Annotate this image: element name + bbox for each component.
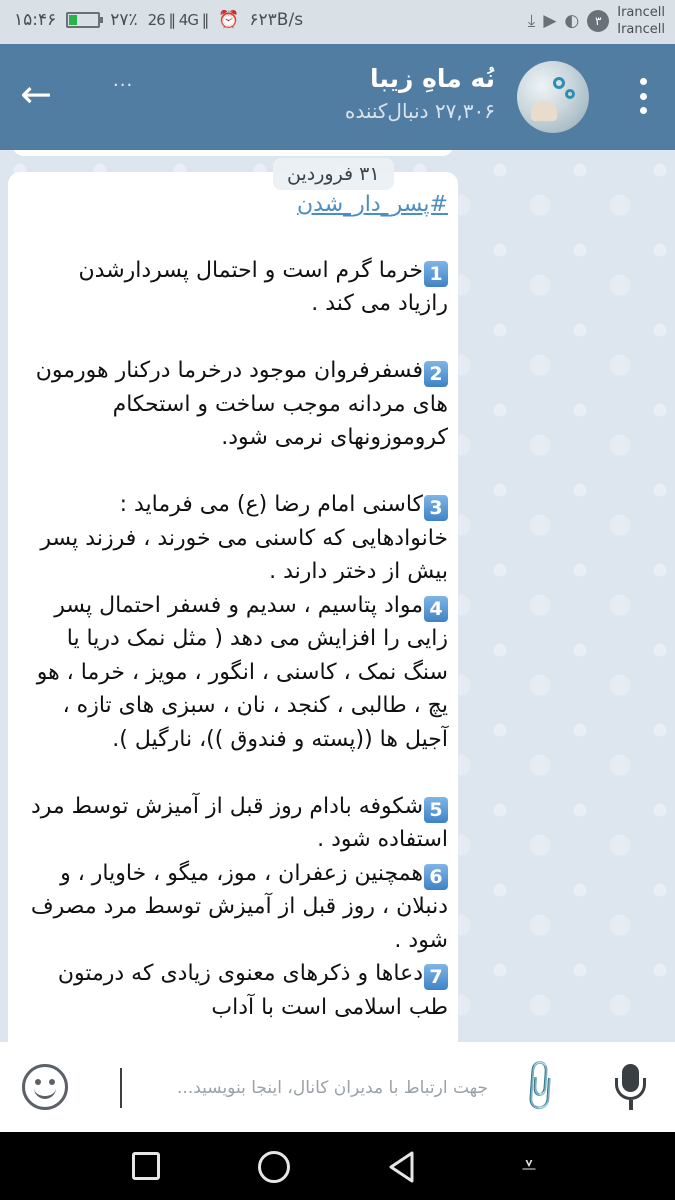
message-item-text: همچنین زعفران ، موز، میگو ، خاویار ، و دنبلان ، روز قبل از آمیزش توسط مرد مصرف شود . <box>30 860 448 953</box>
youtube-icon: ▶ <box>543 11 557 31</box>
channel-info[interactable] <box>345 64 495 123</box>
net-speed: ۶۲۳B/s <box>249 10 304 30</box>
message-item-4 <box>22 589 448 757</box>
message-item-text: کاسنی امام رضا (ع) می فرماید : خانوادهایی که کاسنی می خورند ، فرزند پسر بیش از دختر دارند . <box>40 492 448 584</box>
date-badge: ۳۱ فروردین <box>273 158 394 190</box>
muted-dots: ... <box>113 70 134 91</box>
download-icon: ⤓ <box>527 11 536 31</box>
message-item-3 <box>22 488 448 589</box>
message-item-text: شکوفه بادام روز قبل از آمیزش توسط مرد استفاده شود . <box>30 793 448 852</box>
signal-icon: 26 ‖ 4G ‖ <box>147 11 209 29</box>
message-item-5 <box>22 790 448 857</box>
emoji-icon[interactable] <box>22 1064 68 1110</box>
message-item-text: دعاها و ذکرهای معنوی زیادی که درمتون طب اسلامی است با آداب <box>57 961 448 1020</box>
chat-area[interactable] <box>0 150 675 1042</box>
more-vertical-icon[interactable] <box>633 74 653 118</box>
message-item-text: فسفرفروان موجود درخرما درکنار هورمون های مردانه موجب ساخت و استحکام کروموزونهای نرمی شود. <box>35 358 448 450</box>
status-left <box>14 10 303 30</box>
keycap-6-icon: 6 <box>424 864 448 890</box>
previous-message-bubble <box>12 150 454 156</box>
message-item-7 <box>22 957 448 1024</box>
carrier-names <box>617 4 665 38</box>
keycap-2-icon: 2 <box>424 361 448 387</box>
status-bar <box>0 0 675 44</box>
channel-name: نُه ماهِ زیبا <box>370 64 495 93</box>
paperclip-icon[interactable]: 📎 <box>509 1056 570 1117</box>
home-circle-icon[interactable] <box>258 1151 290 1183</box>
channel-avatar[interactable] <box>517 61 589 133</box>
battery-icon <box>66 12 100 28</box>
keycap-1-icon: 1 <box>424 261 448 287</box>
system-nav-bar <box>0 1132 675 1200</box>
app-icon: ◐ <box>564 11 580 31</box>
back-arrow-icon[interactable]: ← <box>20 72 52 116</box>
message-item-6 <box>22 857 448 958</box>
notification-down-icon[interactable]: ⩡ <box>521 1151 537 1181</box>
message-bubble[interactable] <box>8 172 458 1042</box>
chat-header <box>0 44 675 150</box>
message-item-1 <box>22 254 448 321</box>
sim-badge: ۳ <box>587 10 609 32</box>
microphone-icon[interactable] <box>606 1062 656 1112</box>
keycap-3-icon: 3 <box>424 495 448 521</box>
carrier-2: Irancell <box>617 22 665 37</box>
message-composer <box>0 1042 675 1132</box>
follower-count: ۲۷,۳۰۶ دنبال‌کننده <box>344 99 495 123</box>
clock: ۱۵:۴۶ <box>14 10 57 30</box>
message-input[interactable] <box>120 1068 488 1108</box>
status-right <box>528 4 665 38</box>
keycap-7-icon: 7 <box>424 964 448 990</box>
message-item-text: مواد پتاسیم ، سدیم و فسفر احتمال پسر زایی را افزایش می دهد ( مثل نمک دریا یا سنگ نمک ، کاسنی ، انگور ، مویز ، خرما ، هو یچ ، طالبی ، کنجد ، نان ، سبزی های تازه ، آجیل ها ((پسته و فندوق ))، نارگیل ). <box>36 592 448 752</box>
keycap-5-icon: 5 <box>424 797 448 823</box>
keycap-4-icon: 4 <box>424 596 448 622</box>
back-triangle-icon[interactable] <box>386 1150 418 1184</box>
hashtag-link[interactable]: #پسر_دار_شدن <box>297 192 448 217</box>
message-item-text: خرما گرم است و احتمال پسردارشدن رازیاد می کند . <box>78 257 448 316</box>
alarm-icon: ⏰ <box>218 10 240 30</box>
carrier-1: Irancell <box>617 5 665 20</box>
battery-percent: ۲۷٪ <box>110 10 138 30</box>
recents-square-icon[interactable] <box>132 1152 160 1180</box>
message-item-2 <box>22 354 448 455</box>
